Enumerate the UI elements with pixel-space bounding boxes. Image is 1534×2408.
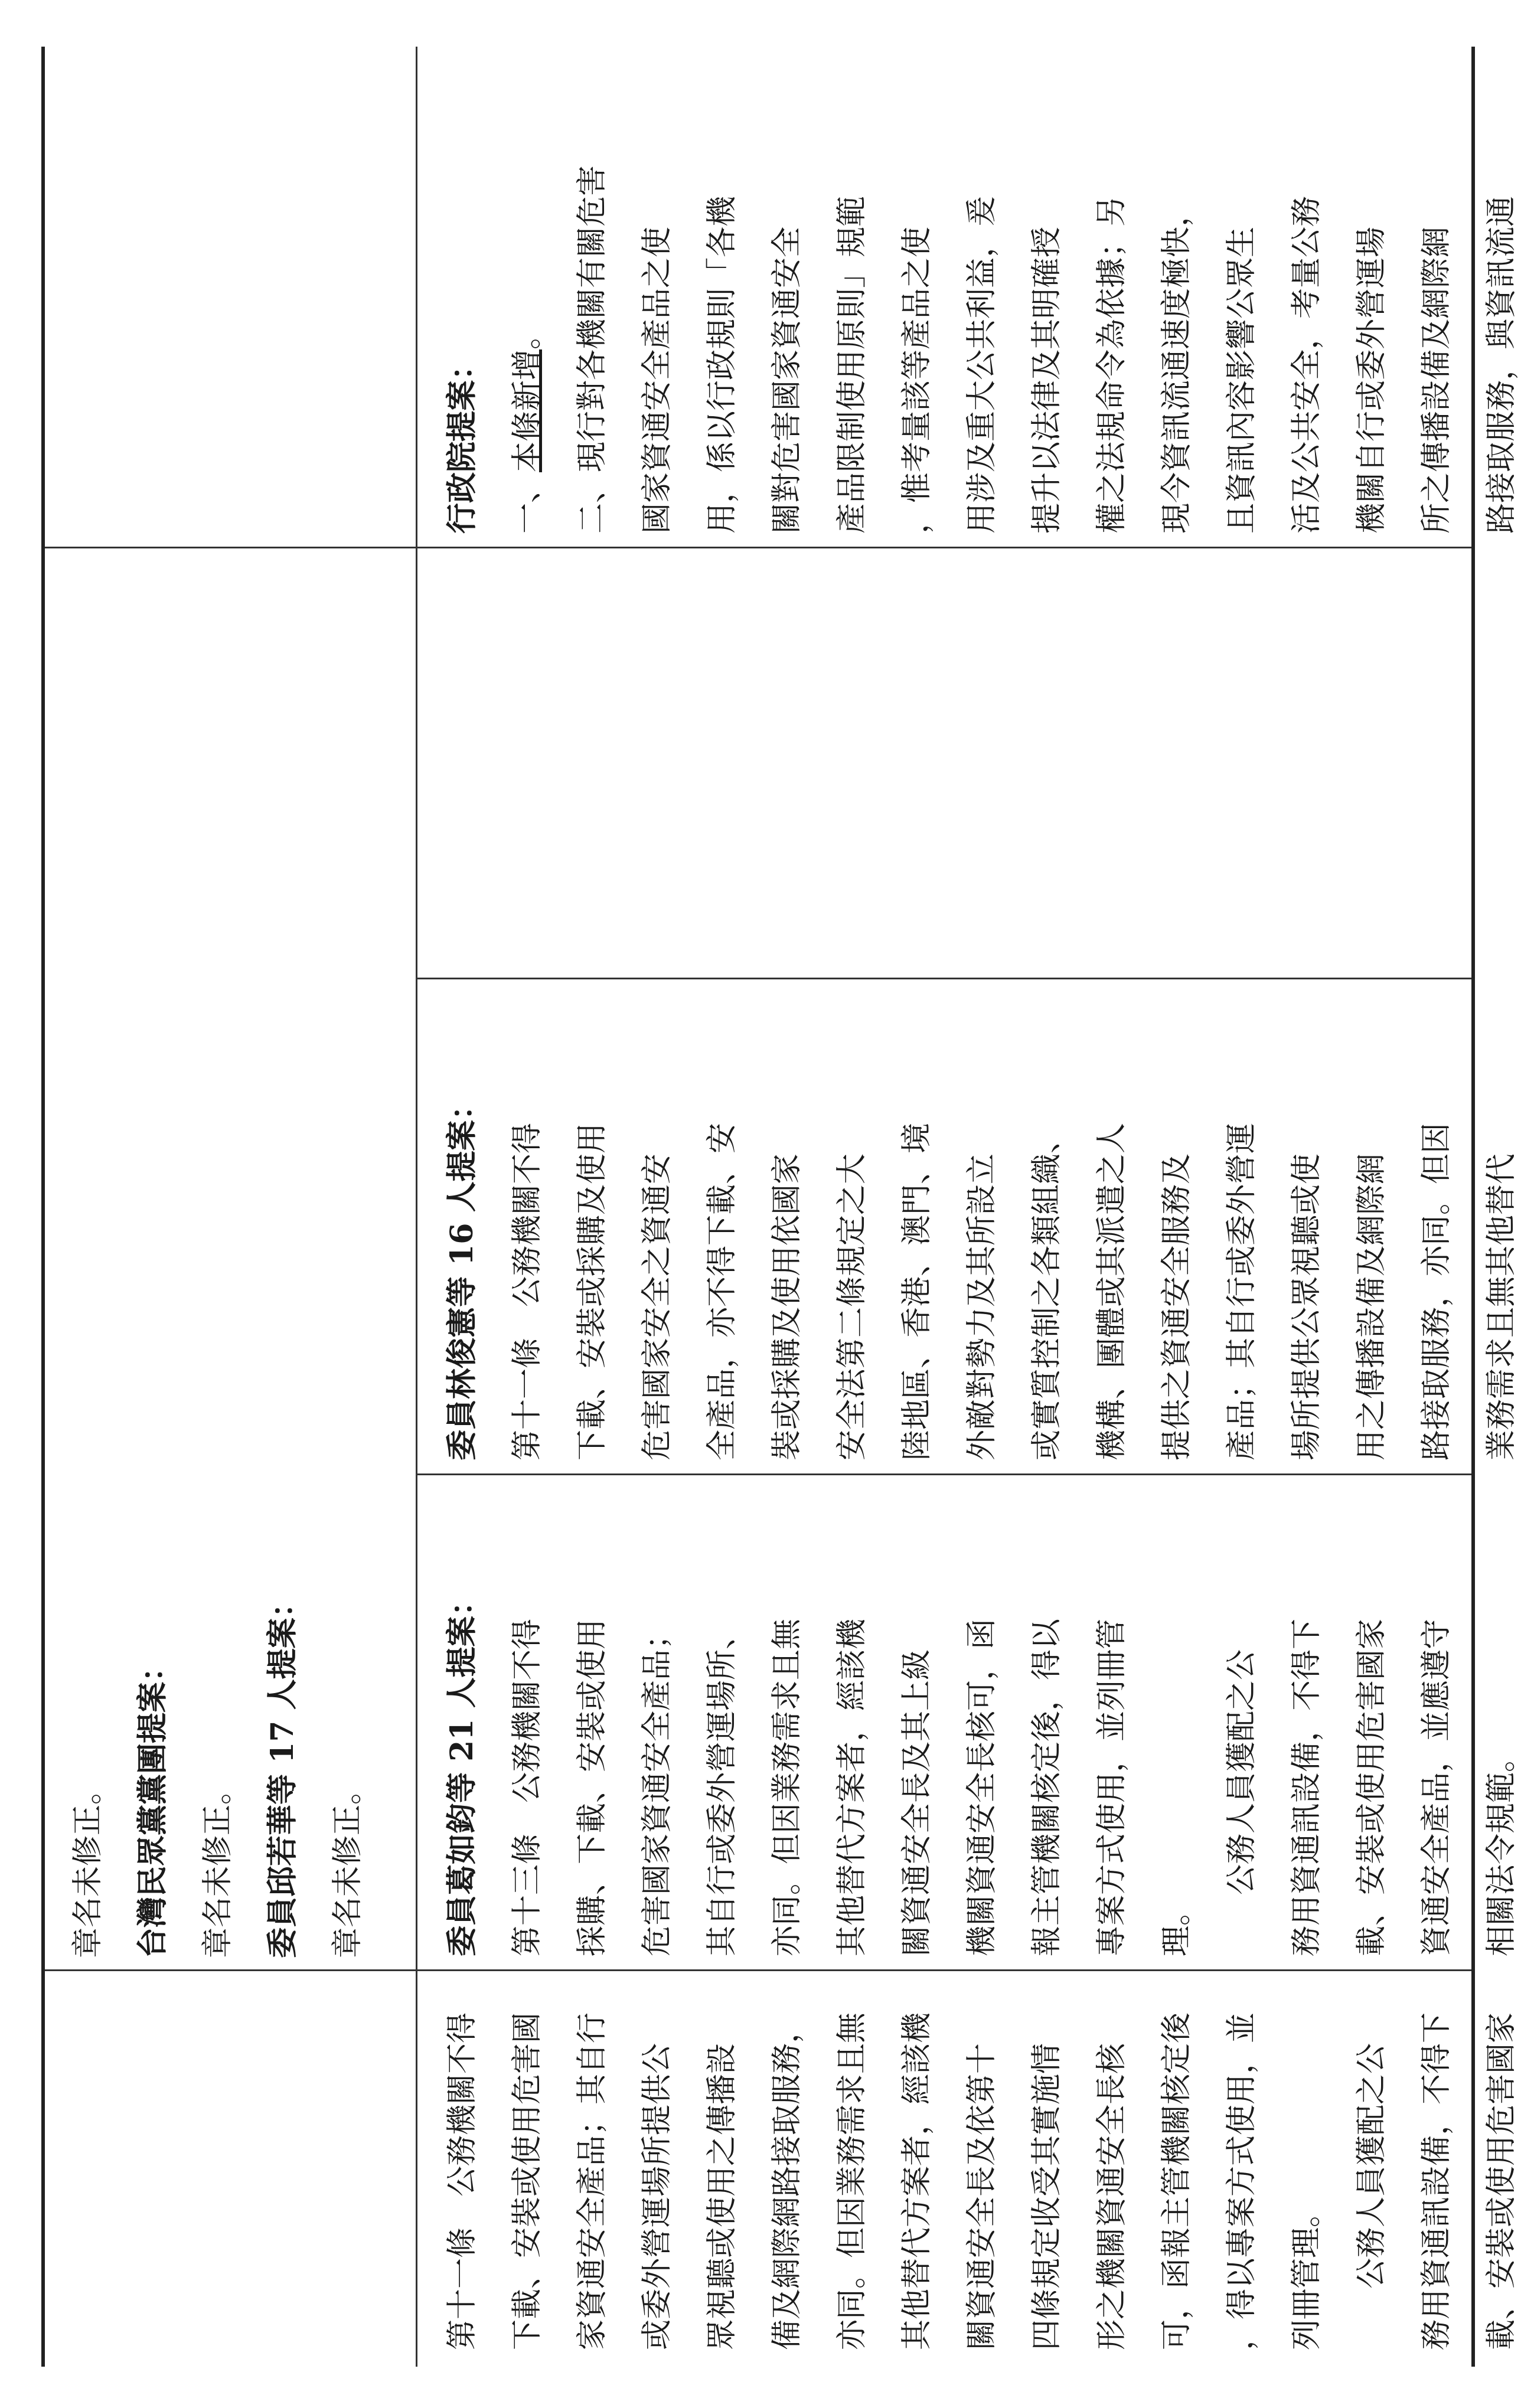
text-line: 活及公共安全，考量公務: [1289, 195, 1324, 534]
text-line: 全產品，亦不得下載、安: [704, 1122, 740, 1461]
text-line: 眾視聽或使用之傳播設: [704, 2043, 740, 2350]
text-line: 第十一條 公務機關不得: [510, 1122, 545, 1461]
item-1-text: 本條新增: [510, 349, 545, 472]
text-line: 資通安全產品，並應遵守: [1419, 1618, 1454, 1956]
text-line: 家資通安全產品；其自行: [575, 2012, 610, 2350]
row-separator: [416, 47, 417, 2367]
text-line: 公務人員獲配之公: [1224, 1649, 1259, 1956]
text-line: 場所提供公眾視聽或使: [1289, 1153, 1324, 1461]
text-line: 二、現行對各機關有關危害: [575, 165, 610, 534]
item-1-prefix: 一、: [510, 472, 545, 534]
text-line: 產品限制使用原則」規範: [834, 195, 870, 534]
text-line: ，得以專案方式使用，並: [1224, 2012, 1259, 2350]
current-law-column: [419, 1971, 1519, 2363]
text-line: ，惟考量該等產品之使: [899, 226, 935, 534]
text-line: 亦同。但因業務需求且無: [834, 2012, 870, 2350]
text-line: 外敵對勢力及其所設立: [964, 1153, 1000, 1461]
chapter-note-lines: [56, 60, 380, 1958]
text-line: 用，係以行政規則「各機: [704, 195, 740, 534]
text-line: 路接取服務，與資訊流通: [1484, 195, 1519, 534]
current-law-lines: [430, 1984, 1534, 2350]
text-line: 理。: [1159, 1894, 1194, 1956]
text-line: 公務人員獲配之公: [1354, 2043, 1389, 2350]
chapter-note-line: 章名未修正。: [330, 1773, 365, 1958]
lin-proposal-heading: 委員林俊憲等 16 人提案：: [444, 1089, 480, 1461]
text-line: 備及網際網路接取服務，: [769, 2012, 805, 2350]
text-line: 產品；其自行或委外營運: [1224, 1122, 1259, 1461]
text-line: 列冊管理。: [1289, 2196, 1324, 2350]
text-line: 安全法第二條規定之大: [834, 1153, 870, 1461]
text-line: 路接取服務，亦同。但因: [1419, 1122, 1454, 1461]
text-line: 國家資通安全產品之使: [639, 226, 675, 534]
text-line: 現今資訊流通速度極快，: [1159, 195, 1194, 534]
text-line: 務用資通訊設備，不得下: [1289, 1618, 1324, 1956]
text-line: 且資訊內容影響公眾生: [1224, 226, 1259, 534]
text-line: 用之傳播設備及網際網: [1354, 1153, 1389, 1461]
explanation-lines: [560, 60, 1534, 534]
text-line: 可，函報主管機關核定後: [1159, 2012, 1194, 2350]
text-line: 陸地區、香港、澳門、境: [899, 1122, 935, 1461]
text-line: 所之傳播設備及網際網: [1419, 226, 1454, 534]
text-line: 裝或採購及使用依國家: [769, 1153, 805, 1461]
text-line: 專案方式使用，並列冊管: [1094, 1618, 1130, 1956]
text-line: 第十三條 公務機關不得: [510, 1618, 545, 1956]
text-line: 其他替代方案者，經該機: [834, 1618, 870, 1956]
text-line: 關資通安全長及依第十: [964, 2043, 1000, 2350]
chapter-note-cell: [45, 47, 416, 1971]
text-line: 下載、安裝或採購及使用: [575, 1122, 610, 1461]
text-line: 相關法令規範。: [1484, 1741, 1519, 1956]
ge-proposal-column: [419, 1475, 1519, 1969]
text-line: 危害國家安全之資通安: [639, 1153, 675, 1461]
text-line: 載、安裝或使用危害國家: [1354, 1618, 1389, 1956]
chapter-note-line: 章名未修正。: [70, 1773, 106, 1958]
text-line: 或委外營運場所提供公: [639, 2043, 675, 2350]
chapter-note-line: 章名未修正。: [200, 1773, 236, 1958]
lin-proposal-lines: [495, 992, 1534, 1461]
text-line: 其自行或委外營運場所、: [704, 1618, 740, 1956]
text-line: 提升以法律及其明確授: [1029, 226, 1065, 534]
text-line: 報主管機關核定後，得以: [1029, 1618, 1065, 1956]
text-line: 權之法規命令為依據；另: [1094, 195, 1130, 534]
text-line: 第十一條 公務機關不得: [445, 2012, 480, 2350]
text-line: 四條規定收受其實施情: [1029, 2043, 1065, 2350]
explanation-column: [419, 47, 1519, 547]
text-line: 用涉及重大公共利益，爰: [964, 195, 1000, 534]
ge-proposal-heading: 委員葛如鈞等 21 人提案：: [444, 1585, 480, 1956]
text-line: 業務需求且無其他替代: [1484, 1153, 1519, 1461]
lin-proposal-column: [419, 979, 1519, 1473]
text-line: 載、安裝或使用危害國家: [1484, 2012, 1519, 2350]
text-line: 機關資通安全長核可，函: [964, 1618, 1000, 1956]
proposal-heading: 委員邱若華等 17 人提案：: [265, 1587, 301, 1958]
text-line: 機關自行或委外營運場: [1354, 226, 1389, 534]
explanation-item-1: [495, 60, 560, 534]
proposal-heading: 台灣民眾黨黨團提案：: [135, 1651, 171, 1958]
item-1-suffix: 。: [510, 318, 545, 349]
text-line: 關對危害國家資通安全: [769, 226, 805, 534]
ge-proposal-lines: [495, 1488, 1534, 1956]
text-line: 關資通安全長及其上級: [899, 1649, 935, 1956]
blank-column: [419, 548, 1471, 978]
text-line: 或實質控制之各類組織、: [1029, 1122, 1065, 1461]
explanation-heading: 行政院提案：: [444, 349, 480, 534]
text-line: 形之機關資通安全長核: [1094, 2043, 1130, 2350]
text-line: 危害國家資通安全產品；: [639, 1618, 675, 1956]
text-line: 機構、團體或其派遣之人: [1094, 1122, 1130, 1461]
text-line: 務用資通訊設備，不得下: [1419, 2012, 1454, 2350]
text-line: 下載、安裝或使用危害國: [510, 2012, 545, 2350]
text-line: 提供之資通安全服務及: [1159, 1153, 1194, 1461]
text-line: 其他替代方案者，經該機: [899, 2012, 935, 2350]
text-line: 亦同。但因業務需求且無: [769, 1618, 805, 1956]
text-line: 採購、下載、安裝或使用: [575, 1618, 610, 1956]
